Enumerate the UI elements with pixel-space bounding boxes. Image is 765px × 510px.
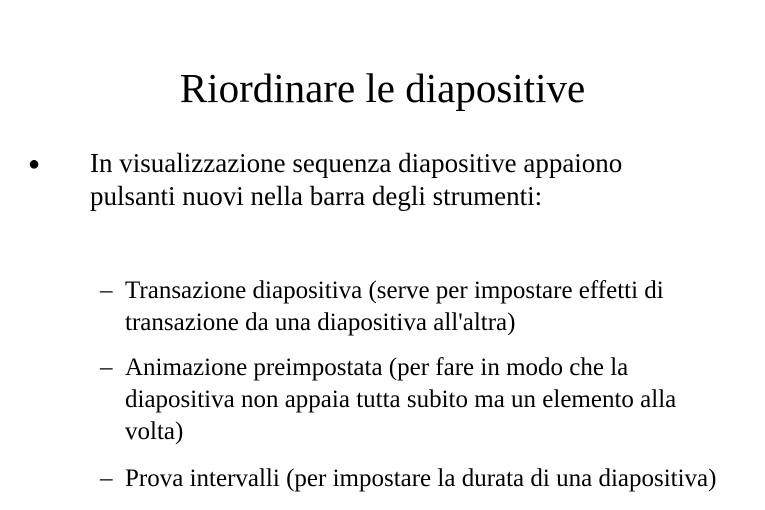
sub-item-text: Transazione diapositiva (serve per impostare effetti di transazione da una diapositiva all'altra) — [125, 277, 664, 336]
sub-item-marker: – — [100, 354, 113, 381]
bullet-text: In visualizzazione sequenza diapositive appaiono pulsanti nuovi nella barra degli strumenti: — [90, 148, 623, 211]
sub-item-marker: – — [100, 277, 113, 304]
sub-item-marker: – — [100, 465, 113, 492]
sub-item-text: Prova intervalli (per impostare la durata di una diapositiva) — [125, 465, 717, 492]
sub-item-text: Animazione preimpostata (per fare in modo che la diapositiva non appaia tutta subito ma un elemento alla volta) — [125, 354, 677, 445]
bullet-marker: ● — [28, 153, 41, 175]
slide-title: Riordinare le diapositive — [179, 65, 586, 111]
